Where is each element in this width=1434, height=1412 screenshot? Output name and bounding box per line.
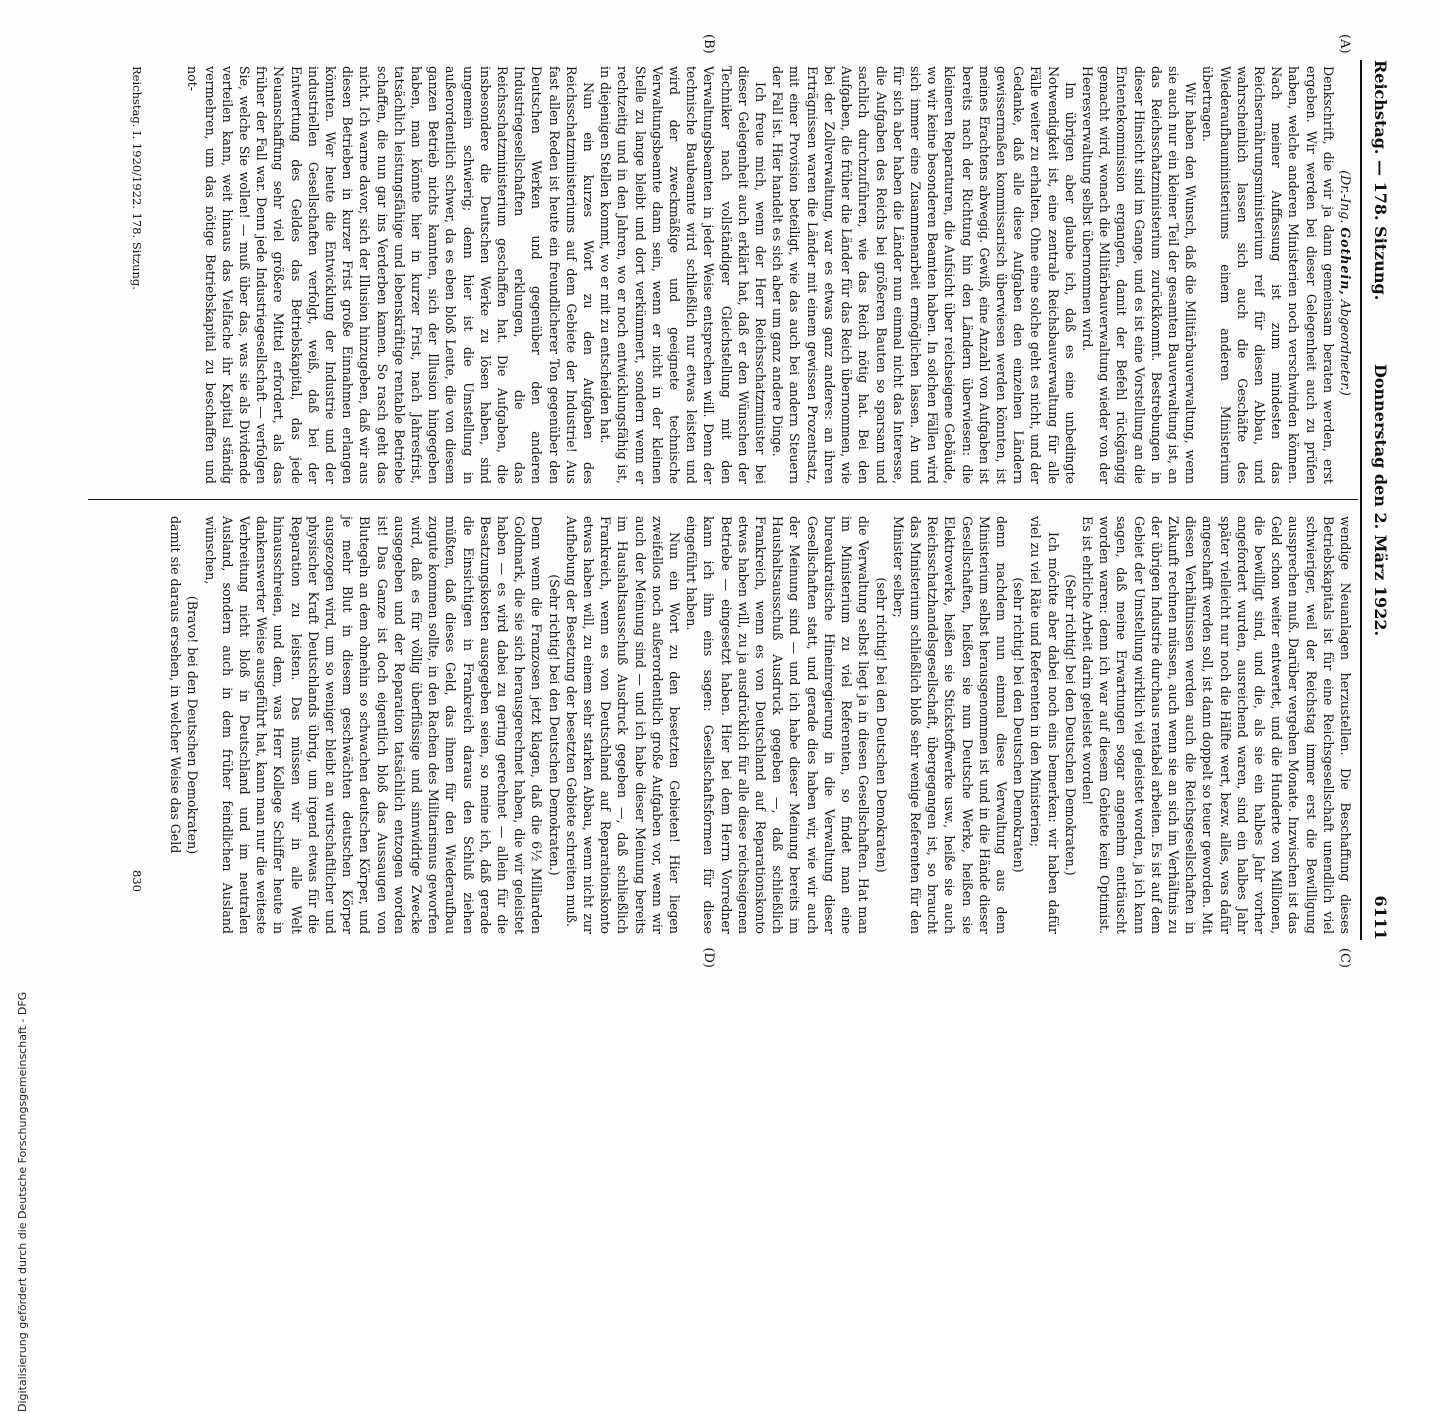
paragraph: Im übrigen aber glaube ich, daß es eine unbedingte Notwendigkeit ist, eine zentrale Reichsbauverwaltung für alle Fälle weiter zu erhalten. Ohne eine solche geht es nicht, und der Gedanke, daß alle diese Aufgaben den einzelnen Ländern gewissermaßen kommissarisch überwiesen werden könnten, ist meines Erachtens abwegig. Gewiß, eine Anzahl von Aufgaben ist bereits nach der Richtung hin den Ländern überwiesen: die kleineren Reparaturen, die Aufsicht über reichseigene Gebäude, wo wir keine besonderen Beamten haben. In solchen Fällen wird sich immer eine Zusammenarbeit ermöglichen lassen. An und für sich aber haben die Länder nun einmal nicht das Interesse, die Aufgaben des Reichs bei größeren Bauten so sparsam und sachlich durchzuführen, wie das Reich nötig hat. Bei den Aufgaben, die früher die Länder für das Reich übernommen, wie bei der Zollverwaltung, war es etwas ganz anderes: an ihren Erträgnissen waren die Länder mit einem gewissen Prozentsatz, mit einer Provision beteiligt, wie das auch bei andern Steuern der Fall ist. Hier handelt es sich aber um ganz andere Dinge. bbox=[770, 66, 1078, 484]
speaker-line bbox=[1337, 66, 1354, 484]
paragraph: wendige Neuanlagen herzustellen. Die Beschaffung dieses Betriebskapitals ist für eine Reichsgesellschaft unendlich viel schwieriger, weil der Reichstag immer erst die Bewilligung aussprechen muß. Darüber vergehen Monate. Inzwischen ist das Geld schon weiter entwertet, und die Hunderte von Millionen, die bewilligt sind, und die, als sie ein halbes Jahr vorher angefordert wurden, ausreichend waren, sind ein halbes Jahr später vielleicht nur noch die Hälfte wert, bezw. alles, was dafür angeschafft werden soll, ist dann doppelt so teuer geworden. Mit diesen Verhältnissen werden auch die Reichsgesellschaften in Zukunft rechnen müssen, auch wenn sie an sich im Verhältnis zu der übrigen Industrie durchaus rentabel arbeiten. Es ist auf dem Gebiet der Umstellung wirklich viel geleistet worden, ja ich kann sagen, daß meine Erwartungen sogar angenehm enttäuscht worden waren: denn ich war auf diesem Gebiete kein Optimist. Es ist ehrliche Arbeit darin geleistet worden! bbox=[1079, 516, 1353, 934]
paragraph: Nun ein kurzes Wort zu den Aufgaben des Reichsschatzministeriums auf dem Gebiete der Industrie! Aus fast allen Reden ist heute ein freundlicherer Ton gegenüber den Deutschen Werken und gegenüber den anderen Industriegesellschaften erklungen, die das Reichsschatzministerium geschaffen hat. Die Aufgaben, die insbesondere die Deutschen Werke zu lösen haben, sind ungemein schwierig; denn hier ist die Umstellung in außerordentlich schwer, da es eben bloß Leute, die von diesem ganzen Betrieb nichts kannten, sich der Illusion hingegeben haben, man könnte hier in kurzer Frist, nach Jahresfrist, tatsächlich leistungsfähige und lebenskräftige rentable Betriebe schaffen, die nun gar ins Verderben kamen. So rasch geht das nicht. Ich warne davor, sich der Illusion hinzugeben, daß wir aus diesen Betrieben in kurzer Frist große Einnahmen erlangen könnten. Wer heute die Entwicklung der Industrie und der industriellen Gesellschaften verfolgt, weiß, daß bei der Entwertung des Geldes das Betriebskapital, das jede Neuanschaffung sehr viel größere Mittel erfordert, als das früher der Fall war. Denn jede Industriegesellschaft — verfolgen Sie, welche Sie wollen! — muß über das, was sie als Dividende verteilen kann, weit hinaus das Vielfache ihr Kapital ständig vermehren, um das nötige Betriebskapital zu beschaffen und not- bbox=[185, 66, 597, 484]
margin-marker-a: (A) bbox=[1337, 34, 1352, 54]
paragraph: Denn wenn die Franzosen jetzt klagen, daß die 6½ Milliarden Goldmark, die sie sich herausgerechnet haben, die wir geleistet haben — es wird dabei zu gering gerechnet — allein für die Besatzungskosten ausgegeben seien, so meine ich, daß gerade die Einsichtigen in Frankreich daraus den Schluß ziehen müßten, daß dieses Geld, das ihnen für den Wiederaufbau zugute kommen sollte, in den Rachen des Militarismus geworfen wird, daß es für völlig überflüssige und sinnwidrige Zwecke ausgegeben und der Reparation tatsächlich entzogen worden ist! Das Ganze ist doch eigentlich bloß das Aussaugen von Blutegeln an dem ohnehin so schwachen deutschen Körper, und je mehr Blut in diesem geschwächten deutschen Körper ausgezogen wird, um so weniger bleibt an wirtschaftlicher und physischer Kraft Deutschlands übrig, um irgend etwas für die Reparation zu leisten. Das müssen wir in alle Welt hinausschreien, und dem, was Herr Kollege Schiffer heute in dankenswerter Weise ausgeführt hat, kann man nur die weiteste Verbreitung nicht bloß in Deutschland und im neutralen Ausland, sondern auch in dem früher feindlichen Ausland wünschen, bbox=[202, 516, 545, 934]
paragraph: die Verwaltung selbst liegt ja in diesen Gesellschaften. Hat man im Ministerium zu viel Referenten, so findet man eine bureaukratische Hineinregierung in die Verwaltung dieser Gesellschaften statt, und gerade dies haben wir, wie wir auch der Meinung sind — und ich habe dieser Meinung bereits im Haushaltsausschuß Ausdruck gegeben —, daß schließlich Frankreich, wenn es von Deutschland auf Reparationskonto etwas haben will, zu ja ausdrücklich für alle diese reichseigenen Betriebe — eingesetzt haben. Hier bei dem Herrn Vorredner kann ich ihm eins sagen: Gesellschaftsformen für diese eingeführt haben. bbox=[684, 516, 872, 934]
speaker-name: Gothein, bbox=[1338, 227, 1353, 296]
page-number: 6111 bbox=[1371, 895, 1390, 940]
header-date: Donnerstag den 2. März 1922. bbox=[1371, 363, 1390, 637]
margin-marker-c: (C) bbox=[1337, 947, 1352, 968]
margin-marker-d: (D) bbox=[701, 947, 716, 968]
speaker-prefix: (Dr.-Ing. bbox=[1338, 170, 1353, 224]
page-header bbox=[1364, 60, 1394, 940]
interjection: (sehr richtig! bei den Deutschen Demokraten) bbox=[1011, 577, 1027, 873]
left-column bbox=[184, 66, 1354, 484]
paragraph: Ich freue mich, wenn der Herr Reichsschatzminister bei dieser Gelegenheit auch erklärt hat, daß er den Wünschen der Techniker nach vollständiger Gleichstellung mit den Verwaltungsbeamten in jeder Weise entsprechen will. Denn der technische Baubeamte wird schließlich nur etwas leisten und wird der zweckmäßige und geeignete technische Verwaltungsbeamte dann sein, wenn er nicht in der kleinen Stelle zu lange bleibt und dort verkümmert, sondern wenn er rechtzeitig und in den Jahren, wo er noch entwicklungsfähig ist, in diejenigen Stellen kommt, wo er mit zu entscheiden hat. bbox=[598, 66, 769, 484]
footer-session: Reichstag. I. 1920/1922. 178. Sitzung. bbox=[130, 66, 144, 290]
funding-note: Digitalisierung gefördert durch die Deutsche Forschungsgemeinschaft - DFG bbox=[16, 991, 29, 1412]
interjection: (sehr richtig! bei den Deutschen Demokraten) bbox=[873, 577, 889, 873]
paragraph: Nun ein Wort zu den besetzten Gebieten! Hier liegen zweifellos noch außerordentlich große Aufgaben vor, wenn wir auch der Meinung sind — und ich habe dieser Meinung bereits im Haushaltsausschuß Ausdruck gegeben —, daß schließlich Frankreich, wenn es von Deutschland auf Reparationskonto etwas haben will, zu einem sehr starken Abbau, wenn nicht zur Aufhebung der Besetzung der besetzten Gebiete schreiten muß. bbox=[563, 516, 683, 934]
column-divider bbox=[88, 499, 1358, 500]
header-session: Reichstag. — 178. Sitzung. bbox=[1371, 60, 1390, 301]
footer-page-number: 830 bbox=[130, 870, 144, 892]
paragraph: Ich möchte aber dabei noch eins bemerken: wir haben dafür viel zu viel Räte und Referenten in den Ministerien; bbox=[1028, 516, 1061, 934]
paragraph: Denkschrift, die wir ja dann gemeinsam beraten werden, erst ergeben. Wir werden bei dieser Gelegenheit auch zu prüfen haben, welche anderen Ministerien noch verschwinden können. Nach meiner Auffassung ist zum mindesten das Reichsernährungsministerium reif für diesen Abbau, und wahrscheinlich lassen sich auch die Geschäfte des Wiederaufbauministeriums einem anderen Ministerium übertragen. bbox=[1200, 66, 1336, 484]
paragraph: Wir haben den Wunsch, daß die Militärbauverwaltung, wenn sie auch nur ein kleiner Teil der gesamten Bauverwaltung ist, an das Reichsschatzministerium zurückkommt. Bestrebungen in dieser Hinsicht sind im Gange, und es ist eine Vorstellung an die Ententekommission ergangen, damit der Befehl rückgängig gemacht wird, wonach die Militärbauverwaltung wieder von der Heeresverwaltung selbst übernommen wird. bbox=[1079, 66, 1199, 484]
right-column bbox=[167, 516, 1354, 934]
paragraph: denn nachdem nun einmal diese Verwaltung aus dem Ministerium selbst herausgenommen ist und in die Hände dieser Gesellschaften, heißen sie nun Deutsche Werke, heißen sie Elektrowerke, heißen sie Stickstoffwerke usw., heiße sie auch Reichsschatzhandelsgesellschaft, übergegangen ist, so braucht das Ministerium schließlich bloß sehr wenige Referenten für den Minister selber; bbox=[890, 516, 1009, 934]
interjection: (Bravo! bei den Deutschen Demokraten) bbox=[185, 595, 201, 855]
interjection: (Sehr richtig! bei den Deutschen Demokraten.) bbox=[546, 574, 562, 876]
interjection: (Sehr richtig! bei den Deutschen Demokraten.) bbox=[1062, 574, 1078, 876]
speaker-role: Abgeordneter.) bbox=[1338, 299, 1353, 396]
header-rule bbox=[1360, 60, 1362, 940]
paragraph: damit sie daraus ersehen, in welcher Weise das Geld bbox=[168, 516, 184, 854]
margin-marker-b: (B) bbox=[701, 34, 716, 54]
